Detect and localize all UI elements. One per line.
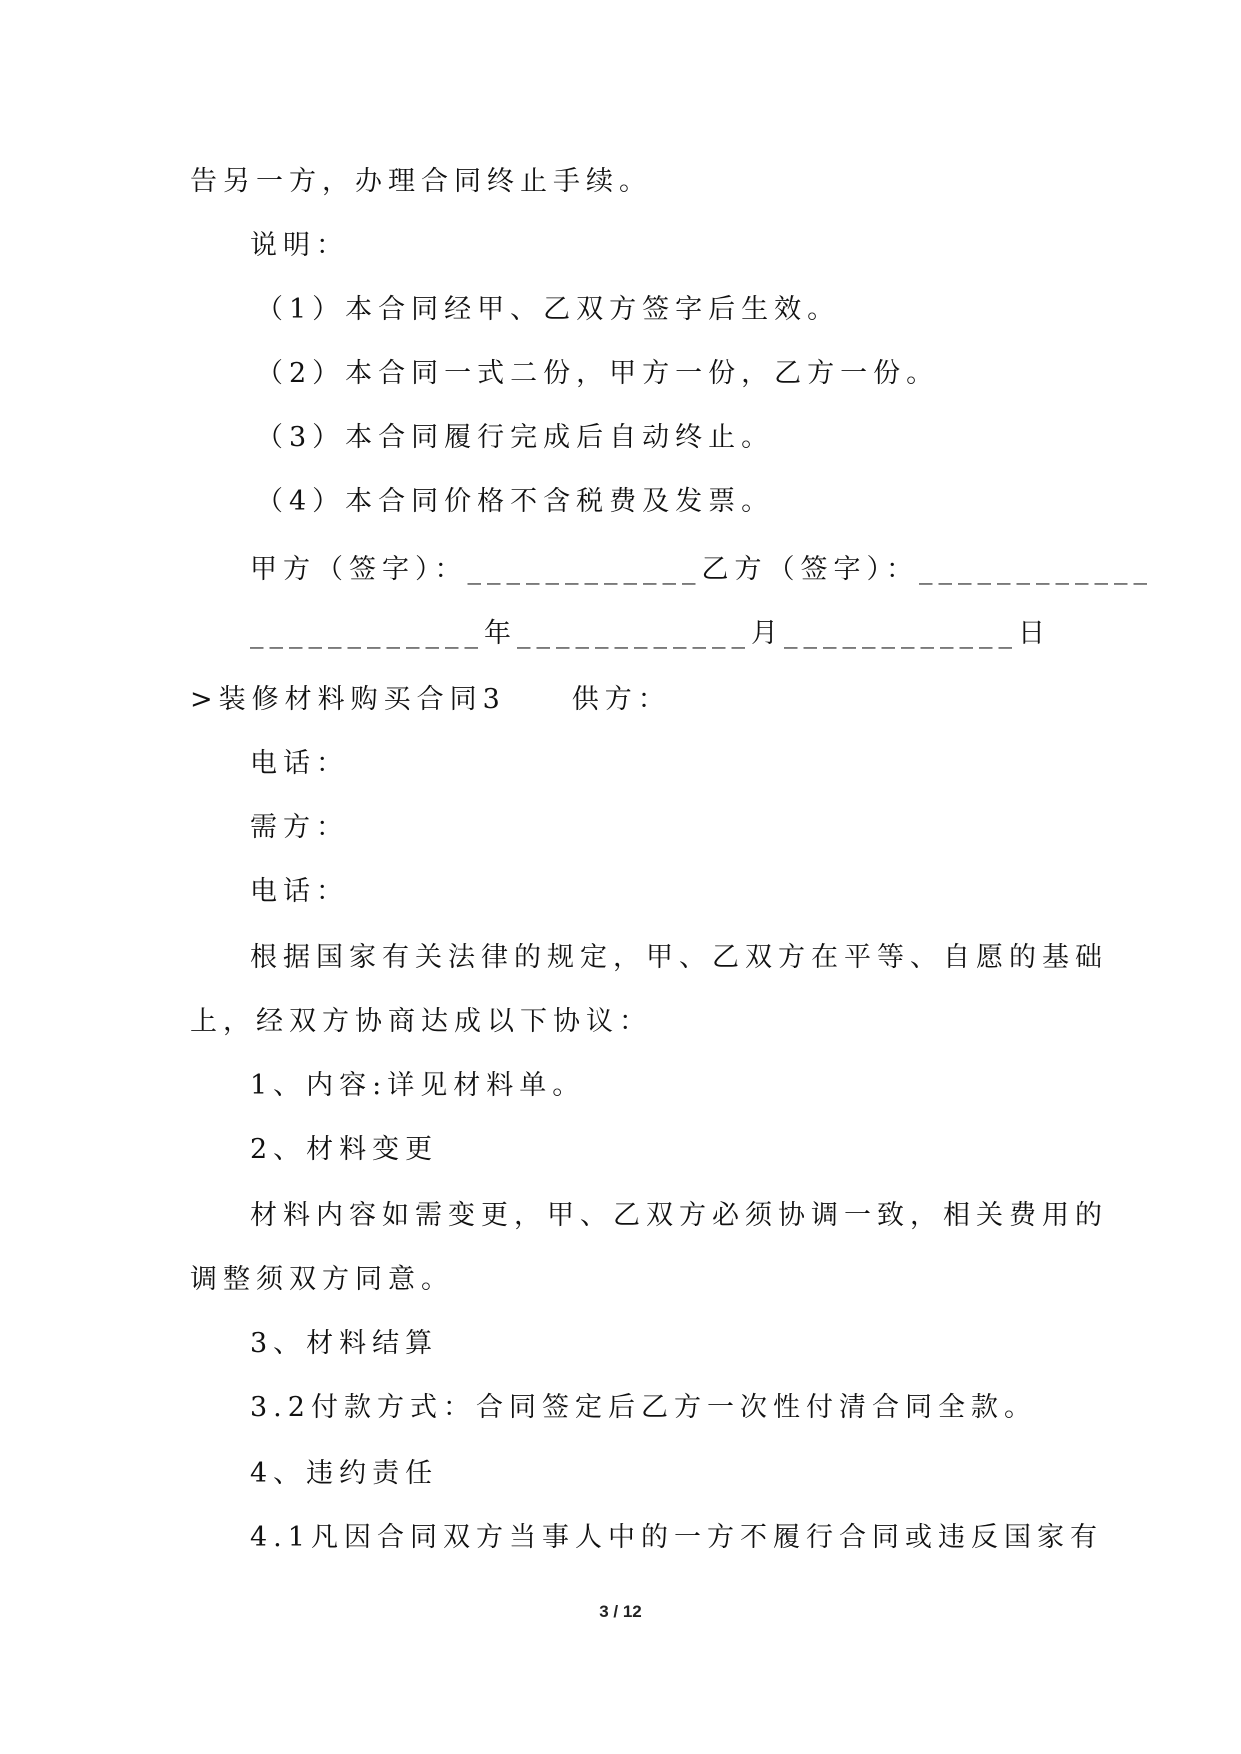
date-line: ____________年____________月____________日 <box>250 618 1051 649</box>
text-line: （4）本合同价格不含税费及发票。 <box>256 486 775 517</box>
text-line: 告另一方，办理合同终止手续。 <box>190 166 652 197</box>
text-line: 电话： <box>250 876 349 907</box>
text-line: 电话： <box>250 748 349 779</box>
text-line: （1）本合同经甲、乙双方签字后生效。 <box>256 294 841 325</box>
signature-line: 甲方（签字）：____________乙方（签字）：____________ <box>250 554 1153 585</box>
text-line: 说明： <box>250 230 349 261</box>
page-number: 3 / 12 <box>599 1602 642 1621</box>
text-line: 3.2付款方式：合同签定后乙方一次性付清合同全款。 <box>250 1392 1037 1423</box>
text-line: 1、内容:详见材料单。 <box>250 1070 586 1101</box>
text-line: 4.1凡因合同双方当事人中的一方不履行合同或违反国家有 <box>250 1522 1103 1553</box>
text-line: 上，经双方协商达成以下协议： <box>190 1006 652 1037</box>
text-line: 材料内容如需变更，甲、乙双方必须协调一致，相关费用的 <box>250 1200 1108 1231</box>
text-line: （2）本合同一式二份，甲方一份，乙方一份。 <box>256 358 940 389</box>
text-line: 需方： <box>250 812 349 843</box>
text-line: （3）本合同履行完成后自动终止。 <box>256 422 775 453</box>
section-heading: >装修材料购买合同3 供方： <box>190 684 671 715</box>
text-line: 根据国家有关法律的规定，甲、乙双方在平等、自愿的基础 <box>250 942 1108 973</box>
text-line: 2、材料变更 <box>250 1134 439 1165</box>
text-line: 4、违约责任 <box>250 1458 439 1489</box>
text-line: 3、材料结算 <box>250 1328 439 1359</box>
text-line: 调整须双方同意。 <box>190 1264 454 1295</box>
